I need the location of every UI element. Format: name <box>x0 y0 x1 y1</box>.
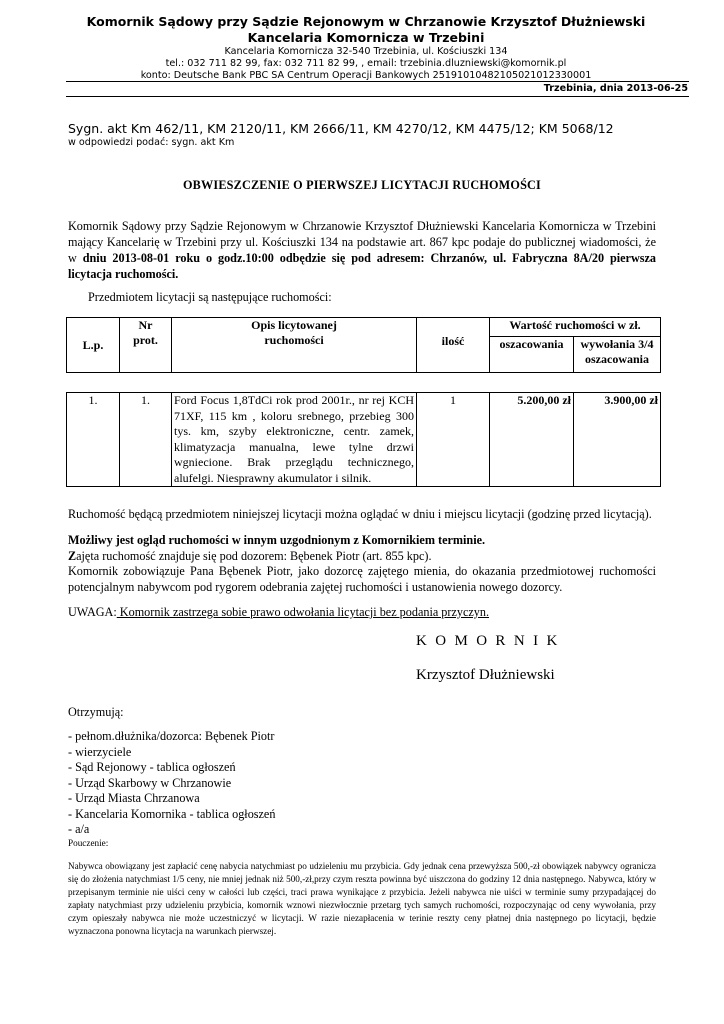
recipients-heading: Otrzymują: <box>68 705 124 719</box>
list-item: - Urząd Miasta Chrzanowa <box>68 791 200 805</box>
intro-paragraph <box>68 218 656 282</box>
col-opis <box>172 318 417 373</box>
guard-initial: Z <box>68 548 77 563</box>
uwaga-label: UWAGA: <box>68 605 117 619</box>
items-intro: Przedmiotem licytacji są następujące ruchomości: <box>88 290 332 304</box>
signature-name: Krzysztof Dłużniewski <box>416 667 555 683</box>
items-table-header <box>66 317 661 373</box>
signature-title: KOMORNIK <box>416 633 566 649</box>
cell-wywolania: 3.900,00 zł <box>574 393 661 487</box>
col-nr-top: Nr <box>138 318 153 332</box>
list-item: - pełnom.dłużnika/dozorca: Bębenek Piotr <box>68 729 275 743</box>
cell-nr: 1. <box>120 393 172 487</box>
items-table <box>66 392 661 487</box>
document-title: OBWIESZCZENIE O PIERWSZEJ LICYTACJI RUCHOMOŚCI <box>183 178 541 192</box>
col-nr <box>120 318 172 373</box>
office-address: Kancelaria Komornicza 32-540 Trzebinia, ul. Kościuszki 134 <box>224 46 508 57</box>
cell-opis: Ford Focus 1,8TdCi rok prod 2001r., nr rej KCH 71XF, 115 km , koloru srebnego, przebieg 300 tys. km, szyby elektroniczne, centr. zamek, klimatyzacja manualna, lewe tylne drzwi wgniecione. Brak przeglądu technicznego, alufelgi. Niesprawny akumulator i silnik. <box>172 393 417 487</box>
list-item: - wierzyciele <box>68 744 132 759</box>
case-reference: Sygn. akt Km 462/11, KM 2120/11, KM 2666/11, KM 4270/12, KM 4475/12; KM 5068/12 <box>68 121 614 136</box>
guard-obligation: Komornik zobowiązuje Pana Bębenek Piotr, jako dozorcę zajętego mienia, do okazania przedmiotowej ruchomości potencjalnym nabywcom pod rygorem odebrania zajętej ruchomości i ustanowienia nowego dozorcy. <box>68 564 656 594</box>
col-opis-top: Opis licytowanej <box>251 318 337 332</box>
table-row <box>67 393 661 487</box>
recipients-list <box>68 729 275 838</box>
document-date: Trzebinia, dnia 2013-06-25 <box>543 83 688 94</box>
cell-oszacowania: 5.200,00 zł <box>490 393 574 487</box>
list-item: - Kancelaria Komornika - tablica ogłoszeń <box>68 806 276 821</box>
cell-lp: 1. <box>67 393 120 487</box>
uwaga-text: Komornik zastrzega sobie prawo odwołania licytacji bez podania przyczyn. <box>116 605 490 619</box>
col-lp: L.p. <box>67 318 120 373</box>
col-ilosc: ilość <box>417 318 490 373</box>
header-rule-top <box>66 81 689 82</box>
list-item: - Urząd Skarbowy w Chrzanowie <box>68 775 232 790</box>
auction-date-place: dniu 2013-08-01 roku o godz.10:00 odbędzie się pod adresem: Chrzanów, ul. Fabryczna 8A/20 pierwsza licytacja ruchomości. <box>68 251 657 281</box>
list-item: - Sąd Rejonowy - tablica ogłoszeń <box>68 760 236 774</box>
list-item: - a/a <box>68 822 90 836</box>
col-nr-bottom: prot. <box>133 333 158 347</box>
guard-note <box>68 549 656 565</box>
col-oszacowania: oszacowania <box>490 336 574 372</box>
bank-account: konto: Deutsche Bank PBC SA Centrum Operacji Bankowych 25191010482105021012330001 <box>140 70 592 81</box>
office-name: Kancelaria Komornicza w Trzebini <box>247 30 485 45</box>
col-value-group: Wartość ruchomości w zł. <box>490 318 661 337</box>
bailiff-name: Komornik Sądowy przy Sądzie Rejonowym w Chrzanowie Krzysztof Dłużniewski <box>86 14 646 29</box>
alt-viewing-note: Możliwy jest ogląd ruchomości w innym uzgodnionym z Komornikiem terminie. <box>68 533 486 547</box>
col-wywolania: wywołania 3/4 oszacowania <box>574 336 661 372</box>
intro-text: Komornik Sądowy przy Sądzie Rejonowym w Chrzanowie Krzysztof Dłużniewski Kancelaria Komornicza w Trzebini mający Kancelarię w Trzebini przy ul. Kościuszki 134 na podstawie art. 867 kpc podaje do publicznej wiadomości, że w <box>68 219 656 265</box>
uwaga-note <box>68 604 656 620</box>
reply-note: w odpowiedzi podać: sygn. akt Km <box>68 137 235 148</box>
cell-ilosc: 1 <box>417 393 490 487</box>
guard-text: ajęta ruchomość znajduje się pod dozorem: Bębenek Piotr (art. 855 kpc). <box>76 548 432 563</box>
viewing-guard-block <box>68 533 656 595</box>
header-rule-bottom <box>66 96 689 97</box>
letterhead <box>66 14 666 82</box>
office-contact: tel.: 032 711 82 99, fax: 032 711 82 99, , email: trzebinia.dluzniewski@komornik.pl <box>165 58 567 69</box>
viewing-note: Ruchomość będącą przedmiotem niniejszej licytacji można oglądać w dniu i miejscu licytacji (godzinę przed licytacją). <box>68 507 652 521</box>
col-opis-bottom: ruchomości <box>264 333 324 347</box>
pouczenie-heading: Pouczenie: <box>68 838 109 848</box>
pouczenie-text: Nabywca obowiązany jest zapłacić cenę nabycia natychmiast po udzieleniu mu przybicia. Gdy jednak cena przewyższa 500,-zł obowiązek nabywcy ogranicza się do złożenia natychmiast 1/5 ceny, nie mniej jednak niż 500,-zł,przy czym reszta powinna być uiszczona do godziny 12 dnia następnego. Nabywca, który w przepisanym terminie nie uiści ceny w całości lub części, traci prawa wynikające z przybicia. Jeżeli nabywca nie uiści w terminie sumy przypadającej do zapłaty natychmiast przy udzieleniu przybicia, komornik wznowi niezwłocznie przetarg tych samych ruchomości, rozpoczynając od ceny wywołania, przy czym opieszały nabywca nie może uczestniczyć w licytacji. W razie niezapłacenia w terinie reszty ceny płatnej dnia następnego po licytacji, będzie wyznaczona ponowna licytacja na warunkach pierwszej. <box>68 861 656 936</box>
